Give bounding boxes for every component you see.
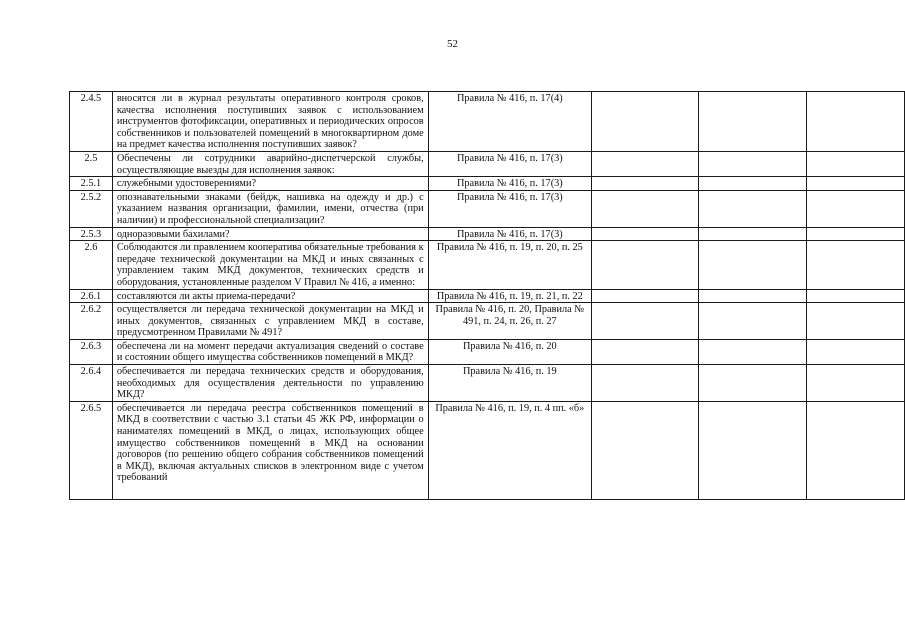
table-row bbox=[70, 339, 905, 364]
row-number: 2.6.1 bbox=[70, 289, 113, 303]
row-number: 2.5.1 bbox=[70, 177, 113, 191]
answer-cell-3 bbox=[807, 401, 905, 499]
row-reference: Правила № 416, п. 20 bbox=[428, 339, 591, 364]
answer-cell-1 bbox=[592, 289, 699, 303]
answer-cell-2 bbox=[698, 151, 807, 176]
answer-cell-1 bbox=[592, 92, 699, 152]
answer-cell-2 bbox=[698, 365, 807, 402]
row-reference: Правила № 416, п. 17(3) bbox=[428, 177, 591, 191]
answer-cell-2 bbox=[698, 303, 807, 340]
row-question: обеспечивается ли передача технических средств и оборудования, необходимых для осуществления деятельности по управлению МКД? bbox=[112, 365, 428, 402]
answer-cell-2 bbox=[698, 339, 807, 364]
row-question: составляются ли акты приема-передачи? bbox=[112, 289, 428, 303]
answer-cell-1 bbox=[592, 303, 699, 340]
table-row bbox=[70, 365, 905, 402]
answer-cell-3 bbox=[807, 303, 905, 340]
answer-cell-1 bbox=[592, 177, 699, 191]
table-row bbox=[70, 151, 905, 176]
answer-cell-1 bbox=[592, 227, 699, 241]
table-row bbox=[70, 401, 905, 499]
row-number: 2.6.2 bbox=[70, 303, 113, 340]
row-number: 2.5 bbox=[70, 151, 113, 176]
table-row bbox=[70, 241, 905, 289]
row-reference: Правила № 416, п. 19, п. 4 пп. «б» bbox=[428, 401, 591, 499]
row-reference: Правила № 416, п. 17(4) bbox=[428, 92, 591, 152]
row-question: служебными удостоверениями? bbox=[112, 177, 428, 191]
page-number: 52 bbox=[447, 38, 458, 50]
answer-cell-3 bbox=[807, 92, 905, 152]
answer-cell-1 bbox=[592, 241, 699, 289]
table-row bbox=[70, 227, 905, 241]
answer-cell-3 bbox=[807, 289, 905, 303]
row-question: обеспечивается ли передача реестра собственников помещений в МКД в соответствии с частью 3.1 статьи 45 ЖК РФ, информации о нанимателях помещений в МКД, о лицах, использующих общее имущество собственников помещений в МКД на основании договоров (по решению общего собрания собственников помещений в МКД), включая актуальных списков в электронном виде с учетом требований bbox=[112, 401, 428, 499]
table-row bbox=[70, 177, 905, 191]
answer-cell-3 bbox=[807, 177, 905, 191]
row-number: 2.6.5 bbox=[70, 401, 113, 499]
answer-cell-2 bbox=[698, 227, 807, 241]
answer-cell-1 bbox=[592, 151, 699, 176]
answer-cell-3 bbox=[807, 365, 905, 402]
answer-cell-2 bbox=[698, 190, 807, 227]
row-number: 2.6 bbox=[70, 241, 113, 289]
answer-cell-1 bbox=[592, 339, 699, 364]
answer-cell-3 bbox=[807, 339, 905, 364]
answer-cell-3 bbox=[807, 151, 905, 176]
table-row bbox=[70, 190, 905, 227]
row-number: 2.5.2 bbox=[70, 190, 113, 227]
row-reference: Правила № 416, п. 17(3) bbox=[428, 227, 591, 241]
row-question: обеспечена ли на момент передачи актуализация сведений о составе и состоянии общего имущества собственников помещений в МКД? bbox=[112, 339, 428, 364]
answer-cell-3 bbox=[807, 190, 905, 227]
row-number: 2.4.5 bbox=[70, 92, 113, 152]
table-row bbox=[70, 303, 905, 340]
row-reference: Правила № 416, п. 19 bbox=[428, 365, 591, 402]
row-question: вносятся ли в журнал результаты оперативного контроля сроков, качества исполнения поступивших заявок с использованием инструментов фотофиксации, оперативных и периодических опросов собственников и пользователей помещений в многоквартирном доме на предмет качества исполнения поступивших заявок? bbox=[112, 92, 428, 152]
row-question: одноразовыми бахилами? bbox=[112, 227, 428, 241]
row-question: Соблюдаются ли правлением кооператива обязательные требования к передаче технической документации на МКД и иных связанных с управлением таким МКД документов, технических средств и оборудования, установленные разделом V Правил № 416, а именно: bbox=[112, 241, 428, 289]
answer-cell-1 bbox=[592, 401, 699, 499]
row-question: Обеспечены ли сотрудники аварийно-диспетчерской службы, осуществляющие выезды для исполнения заявок: bbox=[112, 151, 428, 176]
row-reference: Правила № 416, п. 20, Правила № 491, п. 24, п. 26, п. 27 bbox=[428, 303, 591, 340]
answer-cell-2 bbox=[698, 401, 807, 499]
row-reference: Правила № 416, п. 17(3) bbox=[428, 151, 591, 176]
row-number: 2.6.4 bbox=[70, 365, 113, 402]
table-row bbox=[70, 92, 905, 152]
row-reference: Правила № 416, п. 19, п. 20, п. 25 bbox=[428, 241, 591, 289]
table-row bbox=[70, 289, 905, 303]
answer-cell-1 bbox=[592, 190, 699, 227]
row-question: опознавательными знаками (бейдж, нашивка на одежду и др.) с указанием названия организации, фамилии, имени, отчества (при наличии) и профессиональной специализации? bbox=[112, 190, 428, 227]
answer-cell-3 bbox=[807, 241, 905, 289]
answer-cell-2 bbox=[698, 241, 807, 289]
answer-cell-2 bbox=[698, 92, 807, 152]
answer-cell-3 bbox=[807, 227, 905, 241]
row-reference: Правила № 416, п. 17(3) bbox=[428, 190, 591, 227]
checklist-table bbox=[69, 91, 905, 500]
row-reference: Правила № 416, п. 19, п. 21, п. 22 bbox=[428, 289, 591, 303]
answer-cell-1 bbox=[592, 365, 699, 402]
row-number: 2.5.3 bbox=[70, 227, 113, 241]
answer-cell-2 bbox=[698, 289, 807, 303]
row-question: осуществляется ли передача технической документации на МКД и иных документов, связанных с управлением МКД в составе, предусмотренном Правилами № 491? bbox=[112, 303, 428, 340]
row-number: 2.6.3 bbox=[70, 339, 113, 364]
answer-cell-2 bbox=[698, 177, 807, 191]
